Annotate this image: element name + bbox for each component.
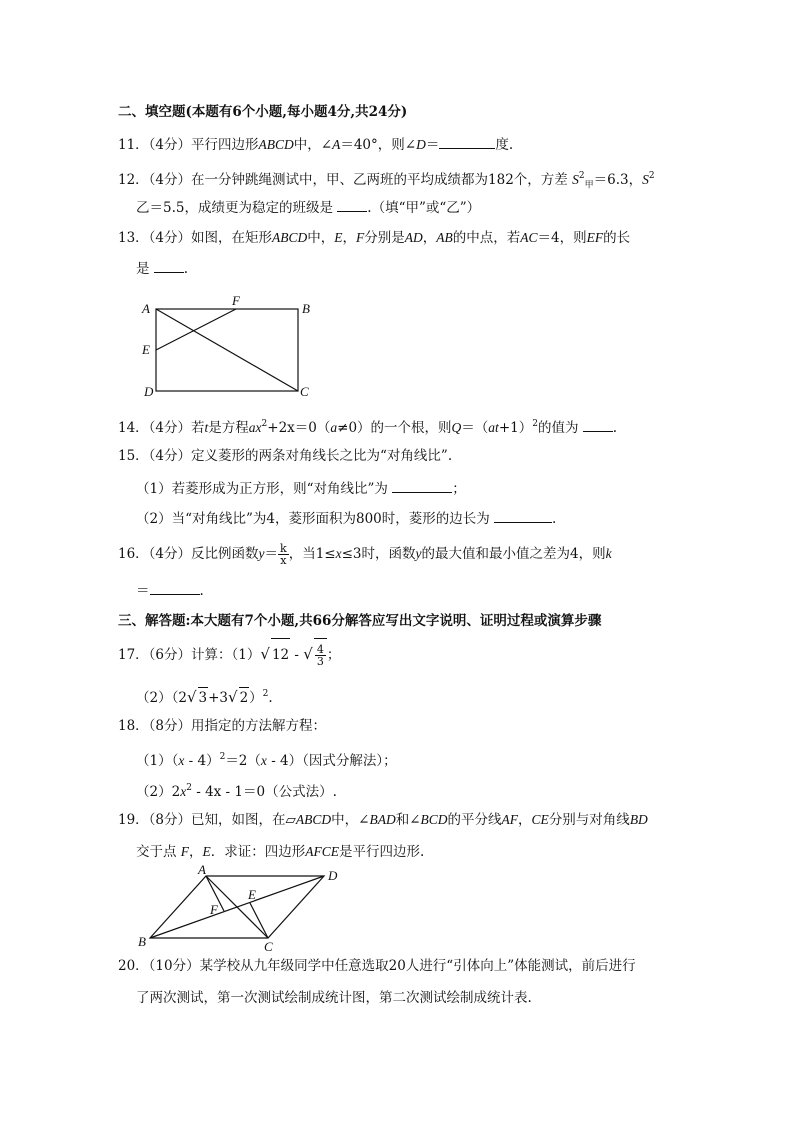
fraction-k-over-x: $\frac{k}{x}$ <box>280 542 287 567</box>
radical-sign: √ <box>228 688 238 706</box>
parallelogram-figure <box>132 862 352 954</box>
label-a: A <box>142 301 150 316</box>
label-b: B <box>302 301 310 316</box>
answer-blank <box>337 197 367 212</box>
question-14: 14．（4分）若t是方程$ax^2+2x=0(a\ne 0)$的一个根，则$Q=(at+1)^2$的值为 . <box>118 419 618 436</box>
label-d: D <box>144 384 154 398</box>
section-3-heading: 三、解答题:本大题有7个小题,共66分解答应写出文字说明、证明过程或演算步骤 <box>118 613 602 629</box>
question-18-part-1: （1）（x - 4）$^2$＝2（x - 4）（因式分解法）； <box>136 752 397 769</box>
radical-sign: √ <box>303 645 313 663</box>
answer-blank <box>150 580 200 595</box>
label-e: E <box>248 887 256 902</box>
label-a: A <box>198 862 206 877</box>
question-20-line-2: 了两次测试，第一次测试绘制成统计图，第二次测试绘制成统计表. <box>136 990 532 1006</box>
question-15-part-1: （1）若菱形成为正方形，则“对角线比”为 ； <box>136 478 466 499</box>
answer-blank <box>583 417 613 432</box>
question-11: 11．（4分）平行四边形ABCD中，∠A＝40°，则∠D＝ 度. <box>118 134 513 155</box>
radical-sign: √ <box>260 645 270 663</box>
question-12: 12．（4分）在一分钟跳绳测试中，甲、乙两班的平均成绩都为182个，方差 $S^2_甲=6.3$，$S^2$ <box>118 171 655 191</box>
question-18-part-2: $(2)2x^2 - 4x - 1=0$（公式法）. <box>136 783 337 800</box>
question-13: 13．（4分）如图，在矩形ABCD中，E，F分别是AD，AB的中点，若AC＝4，则EF的长 <box>118 230 631 246</box>
bisector-ce <box>250 903 268 938</box>
answer-blank <box>154 258 184 273</box>
label-c: C <box>264 939 273 954</box>
diagonal-ac <box>156 309 298 391</box>
question-16: 16．（4分）反比例函数y＝ $\frac{k}{x}$ ，当1≤x≤3时，函数y的最大值和最小值之差为4，则k <box>118 542 612 567</box>
question-12-line-2: 乙＝5.5，成绩更为稳定的班级是 .（填“甲”或“乙”） <box>136 197 480 218</box>
question-13-line-2: 是 . <box>136 258 188 279</box>
question-17: 17．（6分）计算：（1）√ 12 - √ $\frac{4}{3}$ ； <box>118 638 340 670</box>
section-2-heading: 二、填空题(本题有6个小题,每小题4分,共24分) <box>118 104 408 120</box>
answer-blank <box>439 134 495 149</box>
rectangle-figure <box>138 290 318 398</box>
label-f: F <box>210 902 218 917</box>
question-19-line-2: 交于点 F，E．求证：四边形AFCE是平行四边形. <box>136 844 425 860</box>
question-19: 19．（8分）已知，如图，在▱ABCD中，∠BAD和∠BCD的平分线AF，CE分别与对角线BD <box>118 812 648 828</box>
question-15-part-2: （2）当“对角线比”为4，菱形面积为800时，菱形的边长为 . <box>136 508 556 529</box>
label-e: E <box>142 342 150 357</box>
radical-sign: √ <box>186 688 197 706</box>
segment-ef <box>156 309 236 350</box>
question-15: 15．（4分）定义菱形的两条对角线长之比为“对角线比”. <box>118 448 453 464</box>
answer-blank <box>494 508 552 523</box>
label-b: B <box>138 934 146 949</box>
label-f: F <box>232 293 240 308</box>
label-c: C <box>300 384 309 398</box>
question-17-part-2: （2）（2√ 3+3√ 2）$^2$. <box>136 688 273 706</box>
question-18: 18．（8分）用指定的方法解方程： <box>118 718 327 734</box>
fraction-4-over-3: $\frac{4}{3}$ <box>316 643 324 668</box>
label-d: D <box>328 868 338 883</box>
answer-blank <box>392 478 452 493</box>
question-20: 20．（10分）某学校从九年级同学中任意选取20人进行“引体向上”体能测试，前后进行 <box>118 958 636 974</box>
question-16-line-2: ＝ . <box>136 580 204 601</box>
